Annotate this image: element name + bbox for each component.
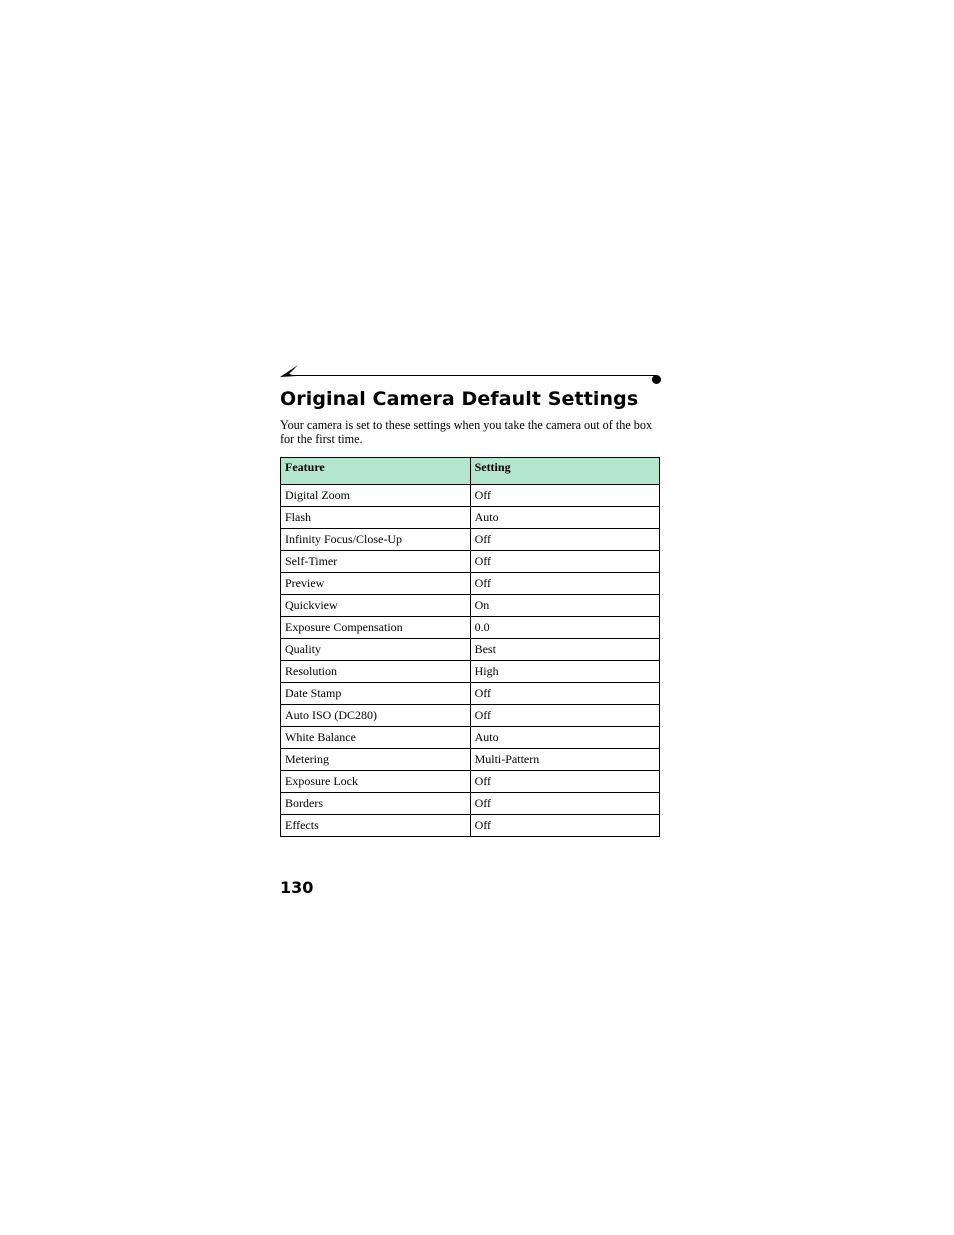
table-row (281, 573, 660, 595)
table-row (281, 683, 660, 705)
feature-cell: Auto ISO (DC280) (281, 705, 471, 727)
setting-cell: Auto (470, 727, 659, 749)
setting-cell: Off (470, 793, 659, 815)
setting-cell: Off (470, 573, 659, 595)
setting-cell: Multi-Pattern (470, 749, 659, 771)
setting-cell: Off (470, 771, 659, 793)
page-number: 130 (280, 878, 314, 897)
setting-cell: High (470, 661, 659, 683)
setting-cell: Off (470, 815, 659, 837)
header-rule (288, 375, 656, 376)
feature-cell: Digital Zoom (281, 485, 471, 507)
setting-cell: Auto (470, 507, 659, 529)
feature-cell: Effects (281, 815, 471, 837)
table-row (281, 551, 660, 573)
setting-cell: Off (470, 551, 659, 573)
table-row (281, 793, 660, 815)
feature-cell: Preview (281, 573, 471, 595)
feature-cell: Flash (281, 507, 471, 529)
setting-cell: On (470, 595, 659, 617)
setting-cell: Best (470, 639, 659, 661)
table-row (281, 485, 660, 507)
setting-cell: Off (470, 529, 659, 551)
feature-cell: Quality (281, 639, 471, 661)
table-row (281, 727, 660, 749)
feature-cell: Metering (281, 749, 471, 771)
table-row (281, 529, 660, 551)
setting-cell: 0.0 (470, 617, 659, 639)
feature-cell: Resolution (281, 661, 471, 683)
feature-cell: Exposure Compensation (281, 617, 471, 639)
table-row (281, 705, 660, 727)
feature-cell: Self-Timer (281, 551, 471, 573)
page-title: Original Camera Default Settings (280, 388, 639, 410)
feature-cell: Quickview (281, 595, 471, 617)
table-row (281, 749, 660, 771)
dot-icon (652, 375, 661, 384)
feature-cell: Date Stamp (281, 683, 471, 705)
table-row (281, 639, 660, 661)
setting-cell: Off (470, 683, 659, 705)
feature-cell: Borders (281, 793, 471, 815)
table-row (281, 595, 660, 617)
table-row (281, 661, 660, 683)
table-row (281, 815, 660, 837)
feature-cell: Infinity Focus/Close-Up (281, 529, 471, 551)
default-settings-table (280, 457, 660, 837)
table-row (281, 617, 660, 639)
column-header-setting: Setting (470, 458, 659, 485)
column-header-feature: Feature (281, 458, 471, 485)
arrow-icon (280, 364, 300, 378)
table-header-row (281, 458, 660, 485)
feature-cell: White Balance (281, 727, 471, 749)
setting-cell: Off (470, 705, 659, 727)
intro-text: Your camera is set to these settings when you take the camera out of the box for the first time. (280, 418, 653, 446)
feature-cell: Exposure Lock (281, 771, 471, 793)
table-row (281, 507, 660, 529)
table-row (281, 771, 660, 793)
setting-cell: Off (470, 485, 659, 507)
